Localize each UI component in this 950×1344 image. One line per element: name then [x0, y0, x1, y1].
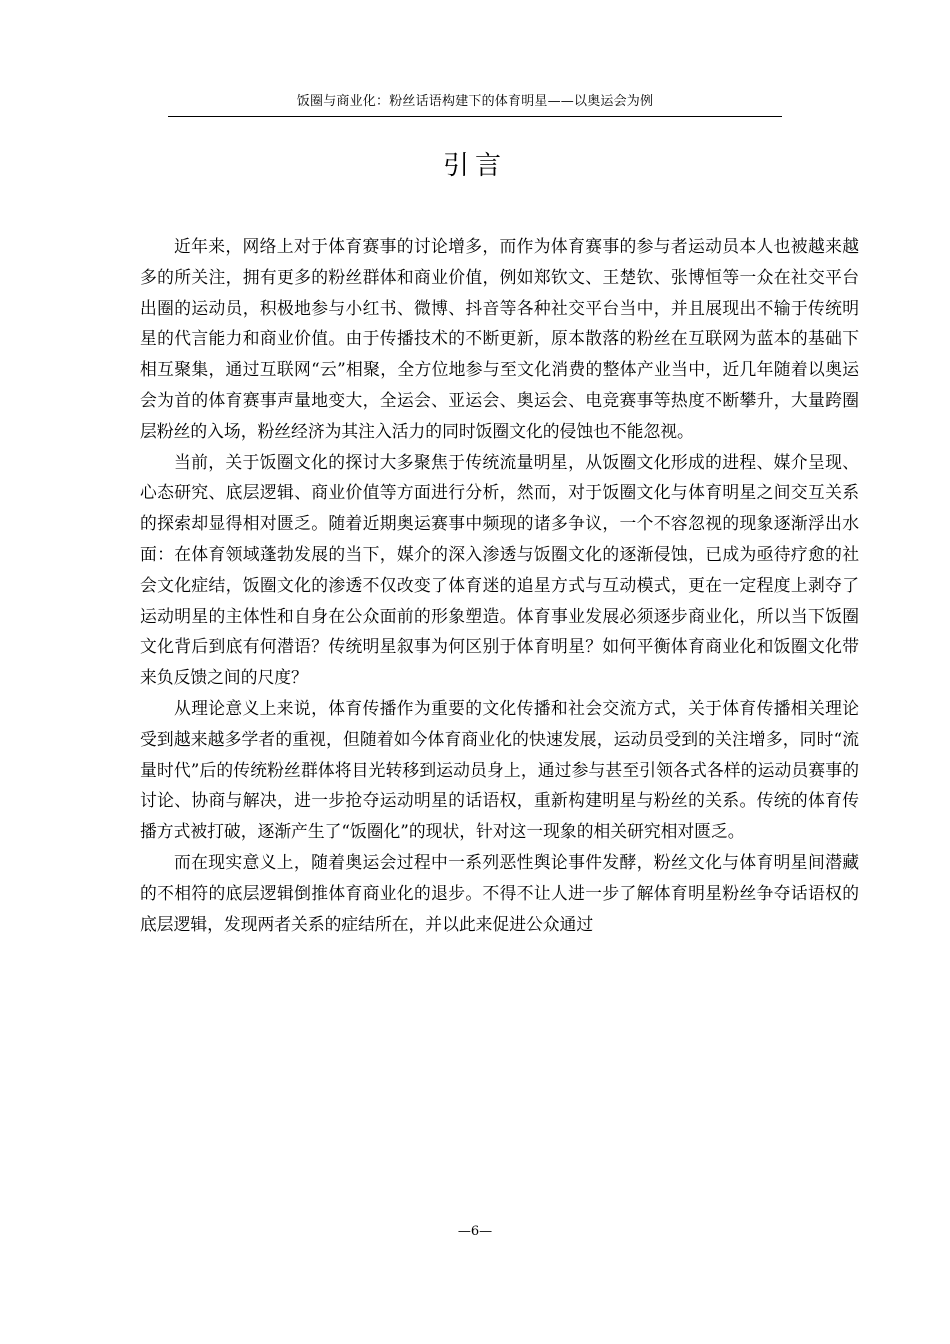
header-divider [168, 116, 782, 117]
paragraph: 近年来，网络上对于体育赛事的讨论增多，而作为体育赛事的参与者运动员本人也被越来越多的所关注，拥有更多的粉丝群体和商业价值，例如郑钦文、王楚钦、张博恒等一众在社交平台出圈的运动员，积极地参与小红书、微博、抖音等各种社交平台当中，并且展现出不输于传统明星的代言能力和商业价值。由于传播技术的不断更新，原本散落的粉丝在互联网为蓝本的基础下相互聚集，通过互联网“云”相聚，全方位地参与至文化消费的整体产业当中，近几年随着以奥运会为首的体育赛事声量地变大，全运会、亚运会、奥运会、电竞赛事等热度不断攀升，大量跨圈层粉丝的入场，粉丝经济为其注入活力的同时饭圈文化的侵蚀也不能忽视。 [140, 236, 859, 441]
paragraph: 从理论意义上来说，体育传播作为重要的文化传播和社会交流方式，关于体育传播相关理论受到越来越多学者的重视，但随着如今体育商业化的快速发展，运动员受到的关注增多，同时“流量时代”后的传统粉丝群体将目光转移到运动员身上，通过参与甚至引领各式各样的运动员赛事的讨论、协商与解决，进一步抢夺运动明星的话语权，重新构建明星与粉丝的关系。传统的体育传播方式被打破，逐渐产生了“饭圈化”的现状，针对这一现象的相关研究相对匮乏。 [140, 697, 859, 842]
page-number: —6— [457, 1224, 493, 1239]
paragraph: 而在现实意义上，随着奥运会过程中一系列恶性舆论事件发酵，粉丝文化与体育明星间潜藏的不相符的底层逻辑倒推体育商业化的退步。不得不让人进一步了解体育明星粉丝争夺话语权的底层逻辑，发现两者关系的症结所在，并以此来促进公众通过 [140, 851, 859, 934]
body-text [140, 231, 859, 939]
paragraph: 当前，关于饭圈文化的探讨大多聚焦于传统流量明星，从饭圈文化形成的进程、媒介呈现、心态研究、底层逻辑、商业价值等方面进行分析，然而，对于饭圈文化与体育明星之间交互关系的探索却显得相对匮乏。随着近期奥运赛事中频现的诸多争议，一个不容忽视的现象逐渐浮出水面：在体育领域蓬勃发展的当下，媒介的深入渗透与饭圈文化的逐渐侵蚀，已成为亟待疗愈的社会文化症结，饭圈文化的渗透不仅改变了体育迷的追星方式与互动模式，更在一定程度上剥夺了运动明星的主体性和自身在公众面前的形象塑造。体育事业发展必须逐步商业化，所以当下饭圈文化背后到底有何潜语？传统明星叙事为何区别于体育明星？如何平衡体育商业化和饭圈文化带来负反馈之间的尺度？ [140, 451, 859, 688]
chapter-title: 引言 [442, 151, 507, 181]
running-header: 饭圈与商业化：粉丝话语构建下的体育明星——以奥运会为例 [296, 94, 654, 109]
